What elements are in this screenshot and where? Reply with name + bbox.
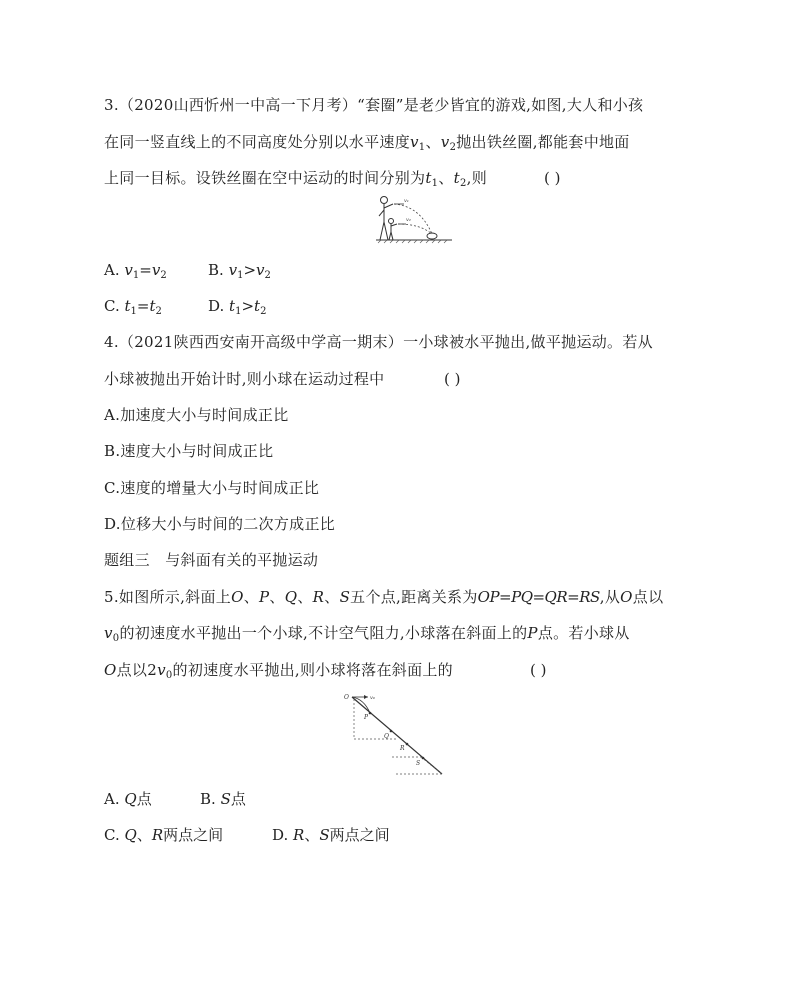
q3-option-a (104, 259, 167, 281)
option-label: A. (104, 261, 120, 279)
greater-than: > (241, 297, 255, 315)
point-o: O (104, 661, 117, 679)
v-symbol: v (410, 133, 419, 151)
equals: = (136, 297, 150, 315)
equals: = (139, 261, 152, 279)
q3-answer-paren: ( ) (544, 169, 561, 187)
q4-option-d: D.位移大小与时间的二次方成正比 (104, 515, 336, 533)
subscript: 0 (165, 670, 173, 681)
separator: 、 (243, 588, 260, 606)
trajectory-2 (398, 224, 432, 234)
point-r: R (151, 826, 164, 844)
q5-text: 点以 (632, 588, 664, 606)
q5-text: 的初速度水平抛出,则小球将落在斜面上的 (172, 661, 453, 679)
subscript: 2 (260, 306, 267, 317)
q5-text: ,从 (599, 588, 621, 606)
t-symbol: t (254, 297, 261, 315)
option-text: 点 (230, 790, 246, 808)
point-q: Q (124, 790, 137, 808)
separator: 、 (304, 826, 320, 844)
q5-option-d (272, 824, 390, 846)
greater-than: > (243, 261, 257, 279)
subscript: 1 (237, 270, 244, 281)
t-symbol: t (425, 169, 432, 187)
subscript: 2 (459, 178, 467, 189)
option-text: 两点之间 (329, 826, 390, 844)
v1-label: v₁ (404, 198, 409, 204)
q5-text: 点以 (116, 661, 148, 679)
q5-line-3 (104, 659, 453, 681)
point-s: S (220, 790, 231, 808)
option-label: B. (200, 790, 216, 808)
option-label: A. (104, 790, 120, 808)
q5-option-c (104, 824, 223, 846)
subscript: 1 (418, 142, 426, 153)
point-r: R (312, 588, 325, 606)
incline (352, 697, 442, 774)
q5-line-1 (104, 586, 663, 608)
option-text: 点 (136, 790, 152, 808)
subscript: 0 (112, 633, 120, 644)
t-symbol: t (229, 297, 236, 315)
option-label: C. (104, 297, 120, 315)
q3-line-2-text-b: 抛出铁丝圈,都能套中地面 (456, 133, 630, 151)
q5-line-2 (104, 622, 630, 644)
subscript: 2 (264, 270, 271, 281)
option-label: D. (208, 297, 225, 315)
q5-answer-paren: ( ) (530, 661, 547, 679)
point-q: Q (284, 588, 298, 606)
separator: 、 (425, 133, 441, 151)
q3-line-2 (104, 131, 630, 153)
q3-option-d (208, 295, 266, 317)
q3-line-1: 3.（2020山西忻州一中高一下月考）“套圈”是老少皆宜的游戏,如图,大人和小孩 (104, 96, 644, 114)
q3-line-3-text-b: ,则 (466, 169, 487, 187)
v-symbol: v (124, 261, 133, 279)
q3-line-2-text-a: 在同一竖直线上的不同高度处分别以水平速度 (104, 133, 411, 151)
label-o: O (344, 694, 349, 701)
v2-label: v₂ (406, 217, 411, 223)
v-symbol: v (256, 261, 265, 279)
trajectory-1 (394, 204, 432, 234)
q3-option-b (208, 259, 271, 281)
separator: 、 (269, 588, 285, 606)
point-o: O (231, 588, 244, 606)
point-r: R (293, 826, 305, 844)
q5-text: 5.如图所示,斜面上 (104, 588, 232, 606)
q3-option-c (104, 295, 162, 317)
point-o: O (620, 588, 633, 606)
subscript: 2 (449, 142, 457, 153)
v-symbol: v (440, 133, 450, 151)
option-label: C. (104, 826, 120, 844)
q5-text: 五个点,距离关系为 (350, 588, 478, 606)
label-p: P (364, 714, 369, 721)
section-title: 题组三 与斜面有关的平抛运动 (104, 551, 319, 569)
point-q: Q (124, 826, 137, 844)
q4-answer-paren: ( ) (444, 370, 461, 388)
subscript: 2 (155, 306, 162, 317)
separator: 、 (136, 826, 152, 844)
separator: 、 (297, 588, 313, 606)
q4-option-b: B.速度大小与时间成正比 (104, 442, 274, 460)
point-s: S (319, 826, 330, 844)
child-figure (389, 219, 398, 241)
t-symbol: t (124, 297, 131, 315)
t-symbol: t (149, 297, 156, 315)
subscript: 1 (431, 178, 439, 189)
subscript: 1 (130, 306, 137, 317)
option-text: 两点之间 (163, 826, 224, 844)
q4-option-c: C.速度的增量大小与时间成正比 (104, 479, 320, 497)
q4-option-a: A.加速度大小与时间成正比 (104, 406, 289, 424)
separator: 、 (324, 588, 340, 606)
point-s: S (339, 588, 351, 606)
q4-line-1: 4.（2021陕西西安南开高级中学高一期末）一小球被水平抛出,做平抛运动。若从 (104, 333, 653, 351)
q5-figure (344, 689, 446, 777)
option-label: D. (272, 826, 289, 844)
v-symbol: v (157, 661, 166, 679)
label-q: Q (384, 733, 389, 740)
q5-option-b (200, 788, 246, 810)
q5-option-a (104, 788, 152, 810)
q3-line-3-text-a: 上同一目标。设铁丝圈在空中运动的时间分别为 (104, 169, 426, 187)
subscript: 1 (235, 306, 242, 317)
q4-line-2: 小球被抛出开始计时,则小球在运动过程中 (104, 370, 385, 388)
subscript: 2 (160, 270, 167, 281)
q3-line-3 (104, 167, 487, 189)
label-s: S (416, 760, 421, 767)
separator: 、 (438, 169, 454, 187)
label-v0: v₀ (370, 695, 375, 701)
v-symbol: v (104, 624, 113, 642)
q5-text: 点。若小球从 (537, 624, 630, 642)
t-symbol: t (453, 169, 460, 187)
subscript: 1 (132, 270, 140, 281)
v-symbol: v (228, 261, 238, 279)
coefficient: 2 (147, 661, 158, 679)
q5-text: 的初速度水平抛出一个小球,不计空气阻力,小球落在斜面上的 (119, 624, 528, 642)
label-r: R (400, 745, 405, 752)
option-label: B. (208, 261, 224, 279)
v0-arrowhead (364, 695, 368, 699)
v-symbol: v (151, 261, 161, 279)
point-p: P (527, 624, 538, 642)
point-p: P (259, 588, 270, 606)
q3-figure (376, 194, 452, 244)
distance-relation: OP=PQ=QR=RS (477, 588, 600, 606)
